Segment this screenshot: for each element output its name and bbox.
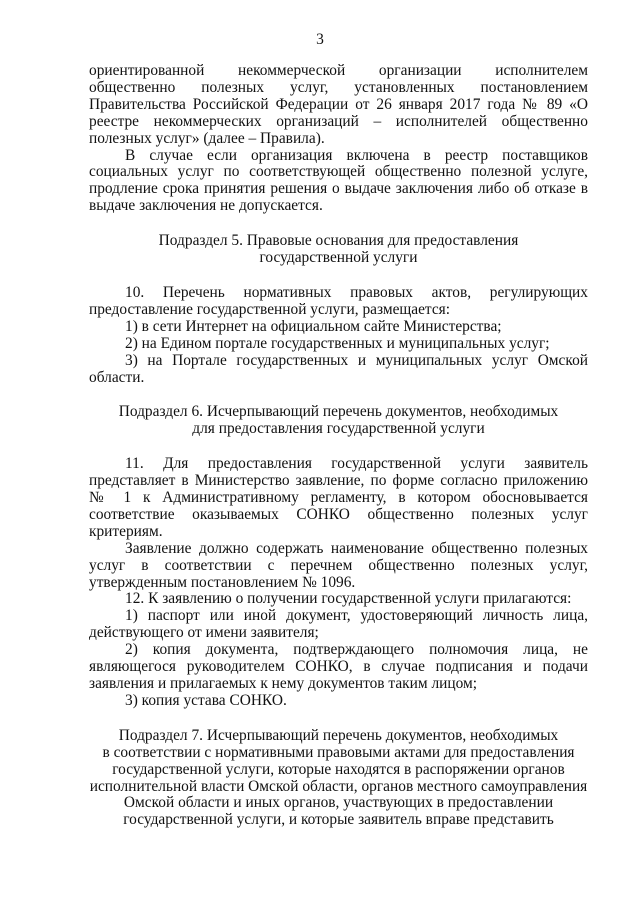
paragraph-11: 11. Для предоставления государственной услуги заявитель представляет в Министерство заявление, по форме согласно приложению № 1 к Административному регламенту, в котором обосновывается соответствие оказываемых СОНКО общественно полезных услуг критериям. [89,455,588,540]
subsection-5-title-line-2: государственной услуги [259,249,418,267]
subsection-7-line-2: в соответствии с нормативными правовыми актами для предоставления [102,743,575,761]
subsection-7-heading [89,728,588,829]
document-body [89,63,588,829]
paragraph-11-application: Заявление должно содержать наименование общественно полезных услуг в соответствии с перечнем общественно полезных услуг, утвержденным постановлением № 1096. [89,539,588,591]
list-item-charter-copy: 3) копия устава СОНКО. [125,691,287,709]
subsection-5-heading [89,233,588,267]
paragraph-registry-note: В случае если организация включена в реестр поставщиков социальных услуг по соответствующей общественно полезной услуге, продление срока принятия решения о выдаче заключения либо об отказе в выдаче заключения не допускается. [89,146,588,215]
subsection-5-title-line-1: Подраздел 5. Правовые основания для предоставления [158,232,519,250]
subsection-7-line-4: исполнительной власти Омской области, органов местного самоуправления [89,777,588,795]
subsection-7-line-5: Омской области и иных органов, участвующих в предоставлении [123,794,554,812]
subsection-7-line-6: государственной услуги, и которые заявитель вправе представить [123,811,554,829]
subsection-6-title-line-1: Подраздел 6. Исчерпывающий перечень документов, необходимых [118,403,559,421]
list-item-website: 1) в сети Интернет на официальном сайте Министерства; [125,317,502,335]
page-number: 3 [316,31,324,48]
subsection-7-line-1: Подраздел 7. Исчерпывающий перечень документов, необходимых [118,726,559,744]
subsection-6-heading [89,404,588,438]
list-item-passport: 1) паспорт или иной документ, удостоверяющий личность лица, действующего от имени заявителя; [89,607,588,642]
paragraph-10: 10. Перечень нормативных правовых актов, регулирующих предоставление государственной услуги, размещается: [89,283,588,318]
list-item-authority-copy: 2) копия документа, подтверждающего полномочия лица, не являющегося руководителем СОНКО, в случае подписания и подачи заявления и прилагаемых к нему документов таким лицом; [89,641,588,692]
list-item-regional-portal: 3) на Портале государственных и муниципальных услуг Омской области. [89,351,588,386]
list-item-unified-portal: 2) на Едином портале государственных и муниципальных услуг; [125,334,550,352]
paragraph-continuation: ориентированной некоммерческой организации исполнителем общественно полезных услуг, установленных постановлением Правительства Российской Федерации от 26 января 2017 года № 89 «О реестре некоммерческих организаций – исполнителей общественно полезных услуг» (далее – Правила). [89,62,588,147]
paragraph-12: 12. К заявлению о получении государственной услуги прилагаются: [125,590,572,608]
subsection-6-title-line-2: для предоставления государственной услуги [192,420,485,438]
subsection-7-line-3: государственной услуги, которые находятся в распоряжении органов [112,760,565,778]
